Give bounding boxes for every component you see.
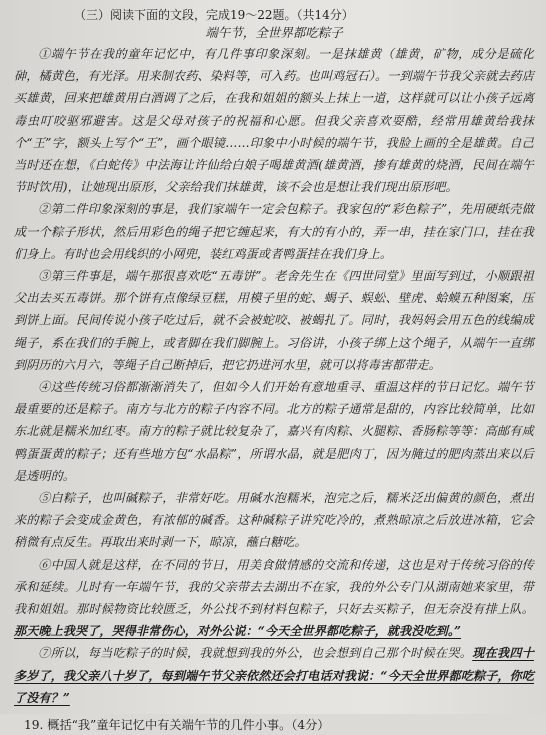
paragraph-3: ③第三件事是，端午那很喜欢吃“五毒饼”。老舍先生在《四世同堂》里面写到过，小顺跟祖父出去买五毒饼。那个饼有点像绿豆糕，用模子里的蛇、蝎子、蜈蚣、壁虎、蛤蟆五种图案，压到饼上面。民间传说小孩子吃过后，就不会被蛇咬、被蝎扎了。同时，我妈妈会用五色的线编成绳子，系在我们的手腕上，或者脚在我们脚腕上。习俗讲，小孩子绑上这个绳子，从端午一直绑到阴历的六月六，等绳子自己断掉后，把它扔进河水里，就可以将毒害都带走。: [14, 269, 534, 372]
section-header: （三）阅读下面的文段，完成19～22题。（共14分）: [74, 8, 354, 22]
paragraph-7: [14, 642, 534, 709]
paragraph-6-text: ⑥中国人就是这样，在不同的节日，用美食做情感的交流和传递，这也是对于传统习俗的传承和延续。儿时有一年端午节，我的父亲带去去湖出不在家，我的外公专门从湖南她来家里，带我和姐姐。那时候物资比较匮乏，外公找不到材料包粽子，只好去买粽子，但无奈没有排上队。: [14, 557, 534, 617]
question-19: 19. 概括“我”童年记忆中有关端午节的几件小事。（4分）: [24, 718, 330, 733]
paragraph-6: [14, 554, 534, 643]
paragraph-4: ④这些传统习俗都渐渐消失了，但如今人们开始有意地重寻、重温这样的节日记忆。端午节最重要的还是粽子。南方与北方的粽子内容不同。北方的粽子通常是甜的，内容比较简单，比如东北就是糯米加红枣。南方的粽子就比较复杂了，嘉兴有肉粽、火腿粽、香肠粽等等：高邮有咸鸭蛋蛋黄的粽子；还有些地方包“水晶粽”，所谓水晶，就是肥肉丁，因为腌过的肥肉蒸出来以后是透明的。: [14, 380, 534, 483]
paragraph-5: ⑤白粽子，也叫碱粽子，非常好吃。用碱水泡糯米，泡完之后，糯米泛出偏黄的颜色，煮出来的粽子会变成金黄色，有浓郁的碱香。这种碱粽子讲究吃冷的，煮熟晾凉之后放进冰箱，它会稍微有点反生。再取出来时剥一下，晾凉，蘸白糖吃。: [14, 491, 534, 550]
paragraph-7-underlined-sentence: 现在我四十多岁了，我父亲八十岁了，每到端午节父亲依然还会打电话对我说：“今天全世界都吃粽子，你吃了没有？”: [14, 646, 534, 705]
paragraph-2: ②第二件印象深刻的事是，我们家端午一定会包粽子。我家包的“彩色粽子”，先用硬纸壳做成一个粽子形状，然后用彩色的绳子把它缠起来，有大的有小的，弄一串，挂在家门口，挂在我们身上。有时也会用线织的小网兜，装红鸡蛋或者鸭蛋挂在我们身上。: [14, 202, 534, 261]
passage-title: 端午节，全世界都吃粽子: [205, 25, 343, 40]
paragraph-1: ①端午节在我的童年记忆中，有几件事印象深刻。一是抹雄黄（雄黄，矿物，成分是硫化砷，橘黄色，有光泽。用来制农药、染料等，可入药。也叫鸡冠石）。一到端午节我父亲就去药店买雄黄，回来把雄黄用白酒调了之后，在我和姐姐的额头上抹上一道，这样就可以让小孩子远离毒虫叮咬驱邪避害。这是父母对孩子的祝福和心愿。但我父亲喜欢耍酷，经常用雄黄给我抹个“王”字，额头上写个“王”，画个眼镜……印象中小时候的端午节，我脸上画的全是雄黄。自己当时还在想，《白蛇传》中法海让许仙给白娘子喝雄黄酒(雄黄酒，掺有雄黄的烧酒，民间在端午节时饮用)，让她现出原形，父亲给我们抹雄黄，该不会也是想让我们现出原形吧。: [14, 47, 534, 195]
paragraph-7-text: ⑦所以，每当吃粽子的时候，我就想到我的外公，也会想到自己那个时候在哭。: [38, 646, 473, 661]
paragraph-6-underlined-sentence: 那天晚上我哭了，哭得非常伤心，对外公说：“今天全世界都吃粽子，就我没吃到。”: [14, 624, 462, 639]
